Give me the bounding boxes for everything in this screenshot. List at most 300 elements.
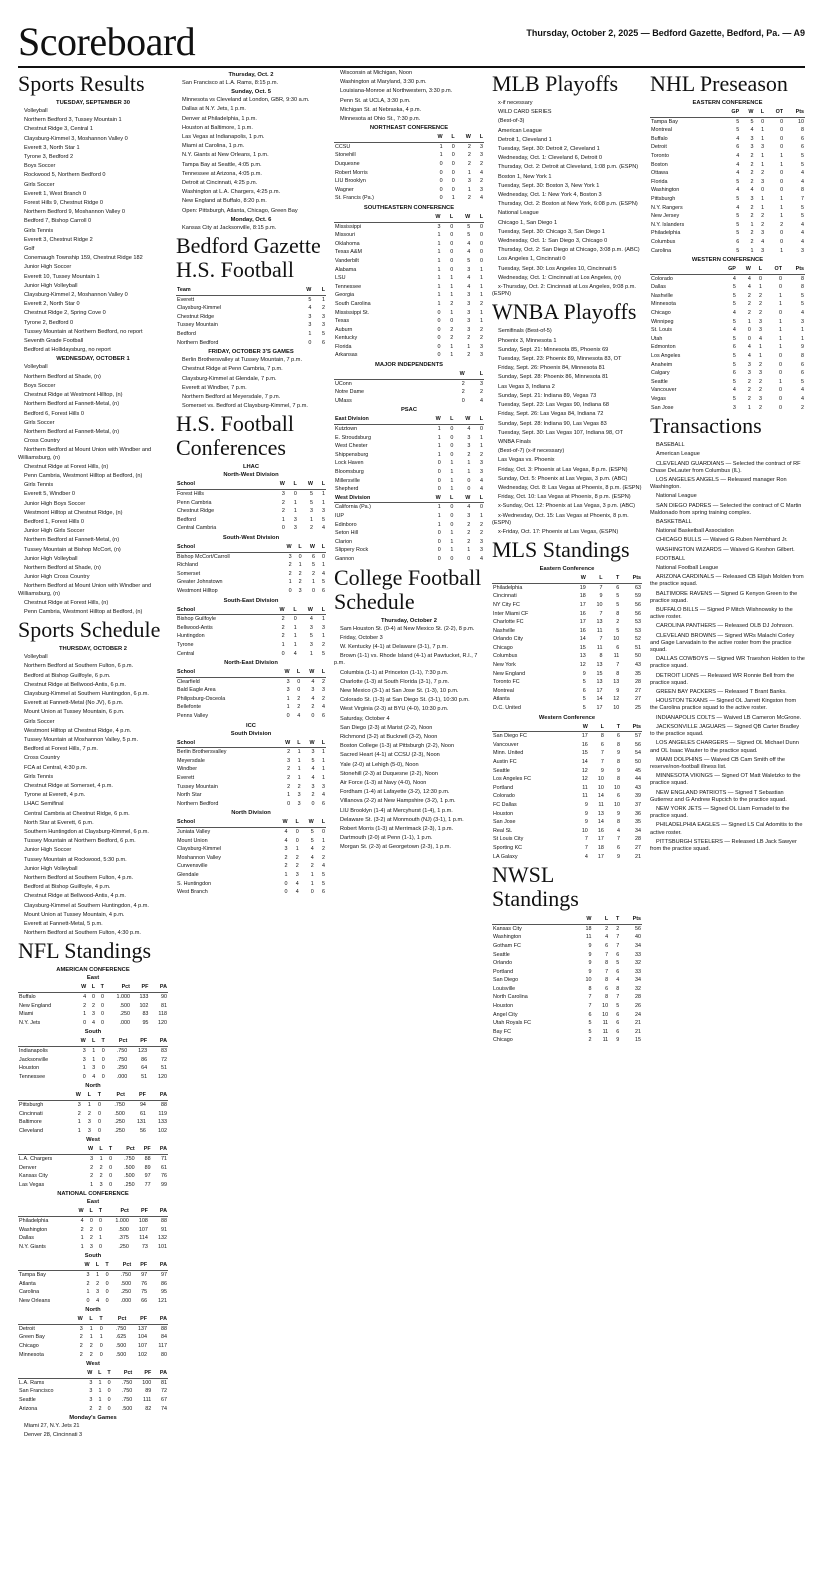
table-cell: 1 [779,301,783,308]
playoff-line: Tuesday, Sept. 23: Phoenix 89, Minnesota 83, OT [498,356,622,363]
table-cell: 4 [801,178,804,185]
playoff-line: Tuesday, Sept. 30: Boston 3, New York 1 [498,182,600,189]
schedule-line: FCA at Central, 4:30 p.m. [24,764,88,771]
result-line: Bedford at Hollidaysburg, no report [24,347,111,354]
table-cell: 0 [105,1271,109,1278]
table-cell: 9 [588,968,592,975]
transaction-line: BASKETBALL [656,519,692,526]
result-line: Northern Bedford at Shade, (n) [24,373,101,380]
column-header: L [286,480,298,489]
table-cell: 1 [295,846,299,853]
table-cell: Missouri [335,232,356,239]
table-cell: 3 [761,247,765,254]
table-cell: 6 [322,587,325,594]
table-cell: 9 [617,810,621,817]
game-line: Stonehill (2-3) at Duquesne (2-2), Noon [340,770,438,777]
table-cell: Denver [19,1164,37,1171]
table-header [334,213,484,222]
table-cell: 83 [142,1011,149,1018]
table-cell: 8 [605,977,609,984]
subheading: Eastern Conference [539,566,595,573]
table-cell: 2 [322,678,325,685]
game-line: Berlin Brothersvalley at Tussey Mountain, 7 p.m. [182,357,303,364]
table-cell: 1 [750,247,754,254]
table-row [334,274,484,283]
result-line: Junior High Cross Country [24,574,90,581]
table-cell: Carolina [651,247,672,254]
table-cell: 12 [581,767,588,774]
table-cell: Baltimore [19,1119,42,1126]
table-cell: 3 [759,318,763,325]
table-cell: 3 [467,292,471,299]
table-cell: 2 [90,1164,94,1171]
table-cell: 2 [77,1110,81,1117]
table-cell: 4 [308,305,312,312]
table-cell: 2 [86,1280,90,1287]
column-header: School [176,668,276,677]
subheading: East [86,1199,100,1206]
table-cell: 4 [322,792,325,799]
table-cell: 102 [138,1351,147,1358]
table-cell: 0 [295,837,299,844]
table-cell: 1 [779,335,783,342]
column-header: L [85,1207,94,1216]
table-cell: Curwensville [177,863,208,870]
table-header [334,370,484,379]
playoff-line: Las Vegas 3, Indiana 2 [498,383,555,390]
table-cell: 11 [598,801,604,808]
table-cell: .750 [121,1388,133,1395]
transaction-line: American League [656,451,700,458]
result-line: Junior High Boys Soccer [24,500,86,507]
table-cell: 4 [801,230,804,237]
table-cell: 0 [780,178,784,185]
table-row [492,775,642,784]
table-cell: 76 [161,1173,167,1180]
table-cell: 17 [579,601,586,608]
column-header: L [587,574,604,583]
table-cell: West Branch [177,889,208,896]
table-cell: 3 [309,624,313,631]
table-cell: 0 [467,486,471,493]
section-title: WNBA Playoffs [492,299,637,325]
table-cell: 2 [310,863,314,870]
table-cell: LA Galaxy [493,853,518,860]
table-cell: Buffalo [651,135,668,142]
table-cell: 0 [105,1280,109,1287]
conference-table [176,543,326,596]
schedule-line: Girls Tennis [24,773,54,780]
table-cell: 8 [616,985,620,992]
game-line: Dartmouth (2-0) at Penn (1-1), 1 p.m. [340,835,433,842]
column-header: W [300,818,315,827]
transaction-line: National Basketball Association [656,528,734,535]
table-cell: 1 [437,443,441,450]
table-cell: 94 [139,1102,146,1108]
table-row [176,321,326,330]
table-cell: 7 [600,759,604,766]
table-row [492,618,642,627]
result-line: Northern Bedford at Shade, (n) [24,564,101,571]
table-cell: 3 [480,352,483,359]
table-cell: 3 [801,247,804,254]
table-cell: .750 [114,1102,125,1108]
column-header: L [84,1315,94,1324]
table-cell: 61 [161,1164,167,1171]
table-cell: 2 [588,1037,592,1044]
subheading: SOUTHEASTERN CONFERENCE [363,204,455,211]
table-cell: 1 [439,152,443,159]
table-cell: Tussey Mountain [177,322,218,329]
table-cell: 3 [89,1388,93,1395]
table-row [492,976,642,985]
table-cell: 0 [780,170,784,177]
table-cell: 1 [779,327,783,334]
table-cell: 0 [105,1289,109,1296]
column-header: L [471,494,484,503]
column-header: W [454,213,471,222]
table-cell: 73 [141,1243,148,1250]
table-cell: 2 [467,451,471,458]
table-cell: 0 [780,118,784,125]
table-cell: 28 [635,836,641,843]
table-cell: 10 [613,705,620,712]
table-cell: 4 [322,863,325,870]
table-cell: 32 [635,960,641,967]
table-cell: .750 [124,1155,135,1162]
column-header: W [277,739,291,748]
table-row [650,117,805,126]
table-row [18,1181,168,1190]
game-line: Chestnut Ridge at Penn Cambria, 7 p.m. [182,366,283,373]
table-cell: Pittsburgh [19,1102,44,1108]
table-cell: 132 [158,1235,167,1242]
table-cell: 0 [467,477,471,484]
table-cell: Colorado [493,793,515,800]
table-cell: .750 [116,1048,128,1055]
table-cell: 1 [779,378,783,385]
table-cell: 1 [297,757,301,764]
table-cell: 3 [467,300,471,307]
table-cell: 33 [635,968,641,975]
table-cell: 2 [450,335,454,342]
column-header: Pts [621,723,642,732]
table-cell: Bedford [177,331,196,338]
table-cell: 2 [281,508,285,515]
table-cell: 4 [80,1217,84,1224]
table-cell: Bishop McCort/Carroll [177,553,230,560]
table-cell: 5 [322,871,325,878]
table-cell: 26 [635,1003,641,1010]
table-cell: Vegas [651,396,666,402]
table-cell: 2 [288,570,292,577]
column-header [492,915,576,924]
table-cell: 9 [588,960,592,967]
table-cell: 0 [450,257,454,264]
table-cell: 4 [480,397,483,404]
table-cell: 0 [107,1379,111,1386]
table-cell: 99 [161,1181,167,1188]
game-line: West Virginia (2-3) at BYU (4-0), 10:30 p.m. [340,706,449,713]
subheading: Thursday, Oct. 2 [228,72,274,78]
schedule-line: Bedford at Forest Hills, 7 p.m. [24,746,98,753]
table-cell: Anaheim [651,361,673,368]
table-cell: 9 [616,687,620,694]
table-cell: 3 [308,313,312,320]
column-header: L [316,543,326,552]
table-row [650,247,805,256]
table-cell: 1 [310,871,314,878]
table-header [334,415,484,424]
table-cell: 0 [98,1226,102,1233]
column-header: T [94,1315,104,1324]
table-row [18,1288,168,1297]
table-row [334,222,484,231]
game-line: Fordham (1-4) at Lafayette (3-2), 12:30 p.m. [340,789,450,796]
table-row [176,295,326,304]
conference-table [176,818,326,896]
table-cell: 2 [284,854,288,861]
game-line: Minnesota at Ohio St., 7:30 p.m. [340,116,421,123]
column-header: L [471,213,484,222]
table-cell: 5 [310,829,314,836]
schedule-line: Volleyball [24,654,48,661]
table-cell: 5 [311,562,315,569]
game-line: Penn St. at UCLA, 3:30 p.m. [340,97,411,104]
table-row [334,240,484,249]
playoff-line: Thursday, Oct. 2: Boston at New York, 6:08 p.m. (ESPN) [498,201,638,208]
nhl-table [650,108,805,255]
table-cell: .750 [121,1397,133,1404]
table-row [18,1234,168,1243]
table-cell: 6 [801,144,804,151]
column-header: PF [132,1261,148,1270]
game-line: Colorado St. (1-3) at San Diego St. (3-1), 10:30 p.m. [340,697,470,704]
table-cell: 3 [89,1397,93,1404]
column-header: Team [176,286,294,295]
table-header [18,983,168,992]
table-row [334,291,484,300]
result-line: Everett 5, Windber 0 [24,491,75,498]
table-cell: 0 [82,1073,86,1080]
column-header: Pct [105,983,131,992]
table-cell: .500 [115,1343,127,1350]
table-cell: 0 [450,443,454,450]
table-cell: Calgary [651,370,670,377]
table-cell: San Francisco [19,1388,54,1395]
table-cell: 4 [732,275,736,282]
game-line: New England at Buffalo, 8:20 p.m. [182,198,267,205]
table-cell: 5 [732,335,736,342]
table-cell: 4 [736,170,740,177]
table-cell: 4 [747,353,751,360]
table-row [334,343,484,352]
table-cell: 50 [635,653,641,660]
table-cell: 52 [635,636,641,643]
table-cell: 1 [90,1181,94,1188]
table-row [492,959,642,968]
table-cell: Robert Morris [335,169,368,176]
table-cell: 95 [161,1289,167,1296]
table-cell: 1.000 [116,994,130,1001]
column-header: T [605,723,621,732]
table-cell: 0 [780,127,784,134]
table-cell: 10 [596,601,603,608]
table-cell: 0 [779,275,783,282]
playoff-line: Chicago 1, San Diego 1 [498,219,558,226]
table-row [492,993,642,1002]
column-header [334,370,441,379]
table-cell: 10 [602,1011,609,1018]
table-cell: 9 [588,951,592,958]
table-cell: 6 [616,584,620,591]
schedule-line: Tussey Mountain at Northern Bedford, 6 p.m. [24,838,136,845]
subheading: NORTHEAST CONFERENCE [369,125,449,132]
result-line: Northern Bedford 3, Tussey Mountain 1 [24,117,122,124]
column-header: T [96,983,105,992]
table-cell: 123 [138,1048,148,1055]
result-line: Girls Tennis [24,227,54,234]
table-cell: 39 [635,793,641,800]
table-cell: 4 [311,678,315,685]
table-cell: 10 [581,827,588,834]
table-cell: Alabama [335,266,357,273]
column-header: W [427,133,443,142]
table-cell: 0 [99,1325,103,1332]
table-cell: 2 [467,352,471,359]
table-cell: Northern Bedford [177,800,219,807]
table-cell: 1 [450,460,454,467]
table-cell: 18 [597,844,604,851]
table-cell: 2 [759,301,763,308]
table-cell: 0 [281,650,285,657]
table-cell: 6 [322,713,325,720]
table-cell: 1 [287,792,291,799]
table-cell: 101 [158,1243,167,1250]
table-cell: 56 [139,1127,146,1134]
table-row [334,169,484,178]
table-cell: 2 [750,213,754,220]
schedule-line: Central Cambria at Chestnut Ridge, 6 p.m. [24,810,130,817]
table-header [18,1369,168,1378]
table-header [334,133,484,142]
column-header: Pct [104,1315,128,1324]
table-cell: 11 [602,1037,609,1044]
table-cell: 50 [635,759,641,766]
table-cell: 6 [600,741,604,748]
transaction-line: NEW ENGLAND PATRIOTS — Signed T Sebastian Gutierrez and G Andrew Rupcich to the practice squad. [650,789,787,803]
table-cell: 1 [780,195,784,202]
masthead [18,14,805,68]
game-line: Robert Morris (1-3) at Merrimack (2-3), 1 p.m. [340,826,454,832]
table-cell: 88 [161,1325,167,1332]
table-cell: 1 [297,775,301,782]
table-cell: 1 [98,1397,102,1404]
table-cell: Berlin Brothersvalley [177,749,227,756]
table-header [334,494,484,503]
table-cell: 5 [309,499,313,506]
table-cell: Chicago [493,1037,513,1044]
table-cell: Claysburg-Kimmel [177,305,222,312]
table-cell: 18 [585,925,592,932]
table-cell: Orlando City [493,636,523,643]
game-line: Washington at Maryland, 3:30 p.m. [340,79,427,86]
column-header [650,265,716,274]
table-row [492,732,642,741]
game-line: Minnesota vs Cleveland at London, GBR, 9:30 a.m. [182,97,310,104]
table-cell: 4 [736,187,740,194]
table-row [650,221,805,230]
table-cell: 6 [616,644,620,651]
table-cell: 2 [297,695,301,702]
table-cell: 1 [801,327,804,334]
table-cell: 1 [467,460,471,467]
column-header: L [315,818,326,827]
column-header: PA [148,1037,168,1046]
result-line: Volleyball [24,364,48,371]
table-cell: 2 [747,387,751,394]
schedule-line: Southern Huntingdon at Claysburg-Kimmel, 6 p.m. [24,829,149,836]
table-cell: Utah [651,335,663,342]
game-line: W. Kentucky (4-1) at Delaware (3-1), 7 p.m. [340,643,448,650]
table-cell: 1 [450,275,454,282]
table-cell: 1 [293,633,297,640]
table-row [18,1019,168,1028]
table-cell: Stonehill [335,152,356,159]
table-header [176,606,326,615]
table-row [492,610,642,619]
section-title: H.S. Football Conferences [176,411,294,461]
table-cell: New Orleans [19,1297,51,1304]
table-cell: 0 [780,238,784,245]
table-cell: 0 [107,1405,111,1412]
table-row [176,703,326,712]
table-cell: 2 [759,361,763,368]
table-cell: 133 [139,994,149,1001]
subheading: FRIDAY, OCTOBER 3'S GAMES [208,349,294,356]
table-cell: Philadelphia [493,584,523,591]
table-cell: 0 [437,309,441,316]
table-row [18,1226,168,1235]
schedule-line: Everett at Fannett-Metal (No JV), 6 p.m. [24,700,124,707]
table-cell: N.Y. Rangers [651,204,683,211]
game-line: Washington at L.A. Chargers, 4:25 p.m. [182,189,281,196]
table-row [176,828,326,837]
table-cell: Carolina [19,1289,40,1296]
transaction-line: BALTIMORE RAVENS — Signed G Kenyon Green to the practice squad. [650,590,798,604]
column-header: T [96,1037,106,1046]
table-cell: 4 [750,127,754,134]
nfl-division-table [18,1207,168,1251]
table-cell: 2 [288,562,292,569]
table-row [18,1297,168,1306]
table-cell: 2 [92,1002,96,1009]
table-cell: 0 [92,994,96,1001]
table-cell: 3 [480,538,483,545]
table-cell: 4 [92,1019,96,1026]
table-cell: Inter Miami CF [493,610,529,617]
table-cell: 0 [99,1351,103,1358]
table-cell: 2 [89,1351,93,1358]
table-cell: 81 [161,1002,167,1009]
table-cell: 5 [582,696,586,703]
column-header: Pct [110,1261,133,1270]
table-cell: 0 [311,587,315,594]
table-cell: 17 [579,619,586,626]
table-cell: 6 [801,135,804,142]
column-header: W [269,606,285,615]
table-cell: 3 [322,313,325,320]
